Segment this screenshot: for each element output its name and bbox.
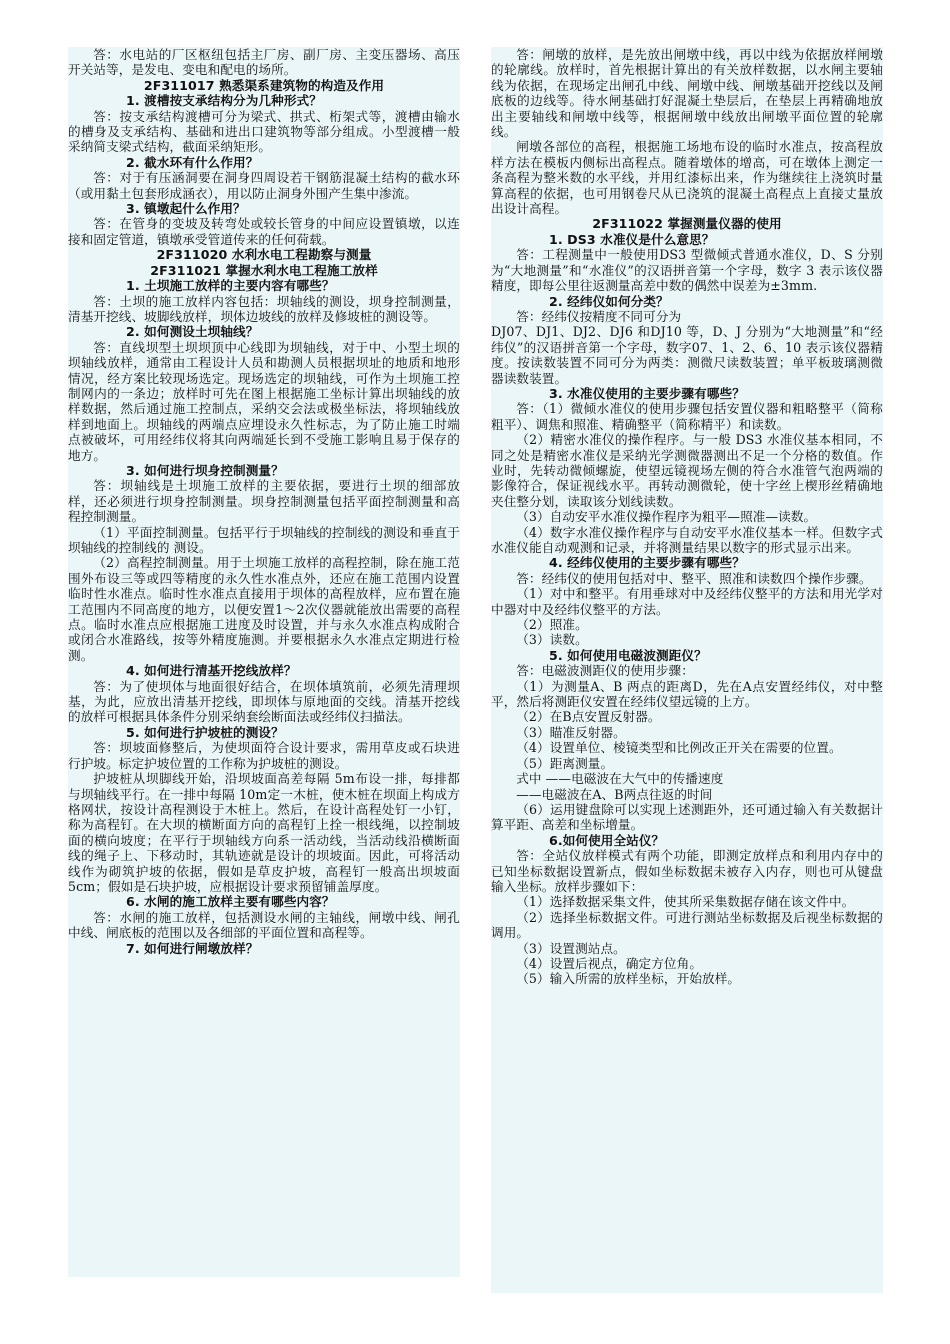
section-heading: 2F311022 掌握测量仪器的使用 xyxy=(592,216,782,232)
paragraph: （5）输入所需的放样坐标，开始放样。 xyxy=(516,971,741,987)
question-heading: 3. 水准仪使用的主要步骤有哪些？ xyxy=(548,385,745,401)
question-heading: 7. 如何进行闸墩放样？ xyxy=(125,940,259,956)
paragraph: 答：闸墩的放样，是先放出闸墩中线，再以中线为依据放样闸墩的轮廓线。放样时，首先根据计算出的有关放样数据，以水闸主要轴线为依据，在现场定出闸孔中线、闸墩中线、闸墩基础开挖线以及闸底板的边线等。待水闸基础打好混凝土垫层后，在垫层上再精确地放出主要轴线和闸墩中线等，根据闸墩中线放出闸墩平面位置的轮廓线。 xyxy=(491,47,883,140)
question-heading: 2. 截水环有什么作用？ xyxy=(125,154,259,170)
question-heading: 1. DS3 水准仪是什么意思？ xyxy=(548,231,715,247)
paragraph: 护坡桩从坝脚线开始，沿坝坡面高差每隔 5m布设一排，每排都与坝轴线平行。在一排中每隔 10m定一木桩，使木桩在坝面上构成方格网状，按设计高程测设于木桩上。然后，在设计高程处钉一小钉，称为高程钉。在大坝的横断面方向的高程钉上拴一根线绳，以控制坡面的横向坡度；在平行于坝轴线方向系一活动线，当活动线沿横断面线的绳子上、下移动时，其轨迹就是设计的坝坡面。因此，可将活动线作为砌筑护坡的依据，假如是草皮护坡，高程钉一般高出坝坡面 5cm；假如是石块护坡，应根据设计要求预留铺盖厚度。 xyxy=(68,771,460,894)
section-heading: 2F311017 熟悉渠系建筑物的构造及作用 xyxy=(143,77,385,93)
paragraph: 答：工程测量中一般使用DS3 型微倾式普通水准仪，D、S 分别为“大地测量”和“水准仪”的汉语拼音第一个字母，数字 3 表示该仪器精度，即每公里往返测量高差中数的偶然中误差为±3mm. xyxy=(491,247,883,294)
paragraph: （3）读数。 xyxy=(516,632,588,648)
paragraph: 答：水电站的厂区枢纽包括主厂房、副厂房、主变压器场、高压开关站等，是发电、变电和配电的场所。 xyxy=(68,47,460,78)
question-heading: 2. 经纬仪如何分类？ xyxy=(548,293,669,309)
paragraph: 答：坝轴线是土坝施工放样的主要依据，要进行土坝的细部放样，还必须进行坝身控制测量。坝身控制测量包括平面控制测量和高程控制测量。 xyxy=(68,478,460,525)
paragraph: （4）设置后视点，确定方位角。 xyxy=(516,955,703,971)
paragraph: （2）在B点安置反射器。 xyxy=(516,709,661,725)
question-heading: 6.如何使用全站仪？ xyxy=(548,832,665,848)
paragraph: DJ07、DJ1、DJ2、DJ6 和DJ10 等，D、J 分别为“大地测量”和“经纬仪”的汉语拼音第一个字母，数字07、1、2、6、10 表示该仪器精度。按读数装置不同可分为两类：测微尺读数装置；单平板玻璃测微器读数装置。 xyxy=(491,324,883,386)
paragraph: （4）数字水准仪操作程序与自动安平水准仪基本一样。但数字式水准仪能自动观测和记录，并将测量结果以数字的形式显示出来。 xyxy=(491,524,883,555)
section-heading: 2F311021 掌握水利水电工程施工放样 xyxy=(150,262,378,278)
paragraph: 答：直线坝型土坝坝顶中心线即为坝轴线，对于中、小型土坝的坝轴线放样，通常由工程设计人员和勘测人员根据坝址的地质和地形情况，经方案比较现场选定。现场选定的坝轴线，可作为土坝施工控制网内的一条边；放样时可先在图上根据施工坐标计算出坝轴线的放样数据，然后通过施工控制点，采纳交会法或极坐标法，将坝轴线放样到地面上。坝轴线的两端点应埋设永久性标志，为了防止施工时端点被破坏，可用经纬仪将其向两端延长到不受施工影响且易于保存的地方。 xyxy=(68,339,460,463)
paragraph: （2）精密水准仪的操作程序。与一般 DS3 水准仪基本相同，不同之处是精密水准仪是采纳光学测微器测出不足一个分格的数值。作业时，先转动微倾螺旋，使望远镜视场左侧的符合水准管气泡两端的影像符合，保证视线水平。再转动测微轮，使十字丝上楔形丝精确地夹住整分划，读取该分划线读数。 xyxy=(491,432,883,509)
paragraph: （1）为测量A、B 两点的距离D，先在A点安置经纬仪，对中整平，然后将测距仪安置在经纬仪望远镜的上方。 xyxy=(491,678,883,710)
paragraph: 答：在管身的变坡及转弯处或较长管身的中间应设置镇墩，以连接和固定管道，镇墩承受管道传来的任何荷载。 xyxy=(68,216,460,247)
question-heading: 3. 如何进行坝身控制测量？ xyxy=(125,462,284,478)
paragraph: （1）对中和整平。有用垂球对中及经纬仪整平的方法和用光学对中器对中及经纬仪整平的方法。 xyxy=(491,586,883,617)
paragraph: （3）自动安平水准仪操作程序为粗平—照准—读数。 xyxy=(516,509,817,525)
paragraph: 答：全站仪放样模式有两个功能，即测定放样点和利用内存中的已知坐标数据设置新点，假如坐标数据未被存入内存，则也可从键盘输入坐标。放样步骤如下： xyxy=(491,848,883,894)
question-heading: 1. 渡槽按支承结构分为几种形式？ xyxy=(125,93,322,109)
paragraph: （6）运用键盘除可以实现上述测距外，还可通过输入有关数据计算平距、高差和坐标增量。 xyxy=(491,801,883,833)
paragraph: ——电磁波在A、B两点往返的时间 xyxy=(516,786,713,802)
paragraph: 答：坝坡面修整后，为使坝面符合设计要求，需用草皮或石块进行护坡。标定护坡位置的工作称为护坡桩的测设。 xyxy=(68,740,460,771)
paragraph: （2）选择坐标数据文件。可进行测站坐标数据及后视坐标数据的调用。 xyxy=(491,909,883,941)
paragraph: 答：按支承结构渡槽可分为梁式、拱式、桁架式等，渡槽由输水的槽身及支承结构、基础和进出口建筑物等部分组成。小型渡槽一般采纳简支梁式结构，截面采纳矩形。 xyxy=(68,108,460,155)
paragraph: 答：经纬仪按精度不同可分为 xyxy=(516,308,682,324)
question-heading: 3. 镇墩起什么作用？ xyxy=(125,201,246,217)
paragraph: （3）瞄准反射器。 xyxy=(516,724,626,740)
paragraph: 答：（1）微倾水准仪的使用步骤包括安置仪器和粗略整平（简称粗平）、调焦和照准、精确整平（简称精平）和读数。 xyxy=(491,401,883,432)
question-heading: 6. 水闸的施工放样主要有哪些内容？ xyxy=(125,894,335,910)
paragraph: （1）平面控制测量。包括平行于坝轴线的控制线的测设和垂直于坝轴线的控制线的 测设。 xyxy=(68,524,460,555)
question-heading: 4. 如何进行清基开挖线放样？ xyxy=(125,663,297,679)
question-heading: 2. 如何测设土坝轴线？ xyxy=(125,324,259,340)
right-column xyxy=(491,47,883,1293)
question-heading: 1. 土坝施工放样的主要内容有哪些？ xyxy=(125,278,335,294)
paragraph: （3）设置测站点。 xyxy=(516,940,626,956)
paragraph: 答：水闸的施工放样，包括测设水闸的主轴线，闸墩中线、闸孔中线、闸底板的范围以及各细部的平面位置和高程等。 xyxy=(68,909,460,941)
paragraph: （5）距离测量。 xyxy=(516,755,614,771)
left-column xyxy=(68,47,460,1277)
paragraph: 答：对于有压涵洞要在洞身四周设若干钢筋混凝土结构的截水环（或用黏土包套形成涵衣），用以防止洞身外围产生集中渗流。 xyxy=(68,170,460,201)
paragraph: 答：土坝的施工放样内容包括：坝轴线的测设，坝身控制测量，清基开挖线、坡脚线放样，坝体边坡线的放样及修坡桩的测设等。 xyxy=(68,293,460,324)
paragraph: （2）照准。 xyxy=(516,617,588,633)
paragraph: 答：经纬仪的使用包括对中、整平、照准和读数四个操作步骤。 xyxy=(516,570,872,586)
paragraph: 答：为了使坝体与地面很好结合，在坝体填筑前，必须先清理坝基，为此，应放出清基开挖线，即坝体与原地面的交线。清基开挖线的放样可根据具体条件分别采纳套绘断面法或经纬仪扫描法。 xyxy=(68,678,460,725)
section-heading: 2F311020 水利水电工程勘察与测量 xyxy=(156,247,372,263)
question-heading: 4. 经纬仪使用的主要步骤有哪些？ xyxy=(548,555,745,571)
paragraph: （4）设置单位、棱镜类型和比例改正开关在需要的位置。 xyxy=(516,740,842,756)
question-heading: 5. 如何进行护坡桩的测设？ xyxy=(125,724,284,740)
paragraph: 式中 ——电磁波在大气中的传播速度 xyxy=(516,771,724,787)
paragraph: 答：电磁波测距仪的使用步骤： xyxy=(516,663,694,679)
paragraph: （2）高程控制测量。用于土坝施工放样的高程控制，除在施工范围外布设三等或四等精度的永久性水准点外，还应在施工范围内设置临时性水准点。临时性水准点直接用于坝体的高程放样，应布置在施工范围内不同高度的地方，以便安置1～2次仪器就能放出需要的高程点。临时水准点应根据施工进度及时设置，并与永久水准点构成附合或闭合水准路线，按等外精度施测。并要根据永久水准点定期进行检测。 xyxy=(68,555,460,663)
question-heading: 5. 如何使用电磁波测距仪？ xyxy=(548,647,707,663)
paragraph: 闸墩各部位的高程，根据施工场地布设的临时水准点，按高程放样方法在模板内侧标出高程点。随着墩体的增高，可在墩体上测定一条高程为整米数的水平线，并用红漆标出来，作为继续往上浇筑时量算高程的依据，也可用钢卷尺从已浇筑的混凝土高程点上直接丈量放出设计高程。 xyxy=(491,139,883,217)
paragraph: （1）选择数据采集文件，使其所采集数据存储在该文件中。 xyxy=(516,894,855,910)
